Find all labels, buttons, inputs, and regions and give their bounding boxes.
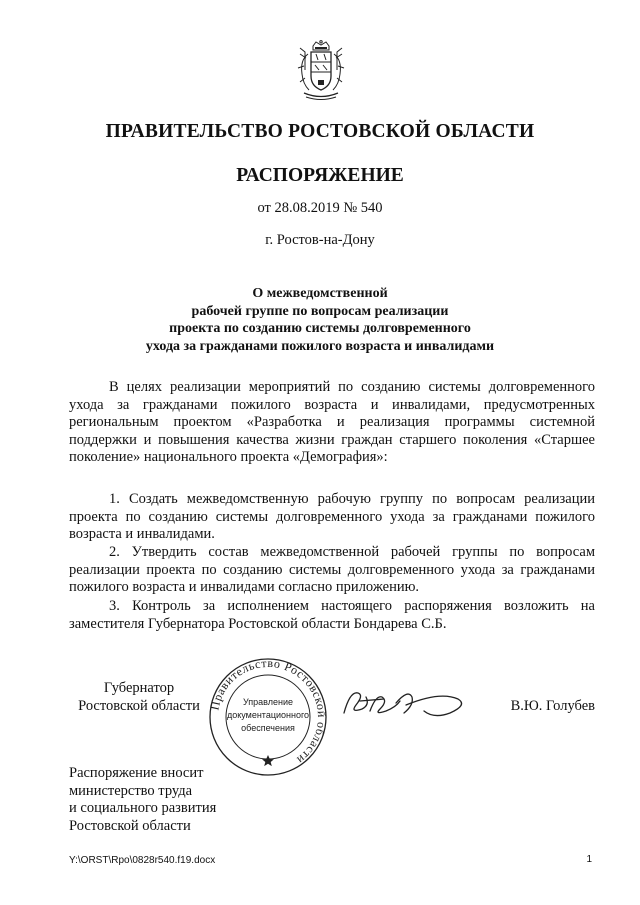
introduced-by-line: министерство труда [69, 782, 193, 799]
order-item-2: 2. Утвердить состав межведомственной рабочей группы по вопросам реализации проекта по созданию системы долговременного ухода за гражданами пожилого возраста и инвалидами согласно приложению. [69, 544, 595, 595]
order-item-3: 3. Контроль за исполнением настоящего распоряжения возложить на заместителя Губернатора Ростовской области Бондарева С.Б. [69, 598, 595, 632]
document-date-number: от 28.08.2019 № 540 [257, 200, 383, 216]
signatory-title [69, 680, 209, 715]
document-city: г. Ростов-на-Дону [265, 232, 375, 248]
seal-ring-text: Правительство Ростовской области [207, 655, 330, 768]
official-seal-icon [206, 655, 330, 784]
subject-line: О межведомственной [252, 286, 388, 301]
coat-of-arms-icon [296, 40, 346, 107]
page-number: 1 [586, 854, 592, 865]
document-kind: РАСПОРЯЖЕНИЕ [236, 165, 404, 186]
government-name: ПРАВИТЕЛЬСТВО РОСТОВСКОЙ ОБЛАСТИ [105, 121, 535, 142]
document-subject [0, 285, 640, 355]
footer-file-path: Y:\ORST\Rpo\0828r540.f19.docx [69, 855, 216, 866]
seal-text-line: обеспечения [241, 723, 295, 733]
order-item-1: 1. Создать межведомственную рабочую группу по вопросам реализации проекта по созданию системы долговременного ухода за гражданами пожилого возраста и инвалидами. [69, 491, 595, 542]
introduced-by-line: Распоряжение вносит [69, 765, 204, 781]
introduced-by-line: и социального развития [69, 800, 217, 816]
signatory-name: В.Ю. Голубев [510, 698, 595, 714]
seal-text-line: документационного [226, 710, 310, 720]
subject-line: рабочей группе по вопросам реализации [191, 303, 449, 319]
introduced-by-block [69, 765, 216, 835]
subject-line: ухода за гражданами пожилого возраста и инвалидами [145, 338, 495, 354]
handwritten-signature-icon [340, 683, 470, 728]
preamble-paragraph: В целях реализации мероприятий по созданию системы долговременного ухода за гражданами пожилого возраста и инвалидами, предусмотренных региональным проектом «Разработка и реализация программы системной поддержки и повышения качества жизни граждан старшего поколения «Старшее поколение» национального проекта «Демография»: [69, 379, 595, 465]
signatory-title-line: Губернатор [103, 680, 175, 696]
signatory-title-line: Ростовской области [78, 697, 200, 714]
seal-text-line: Управление [242, 697, 294, 707]
introduced-by-line: Ростовской области [69, 817, 191, 834]
subject-line: проекта по созданию системы долговременного [169, 321, 471, 336]
